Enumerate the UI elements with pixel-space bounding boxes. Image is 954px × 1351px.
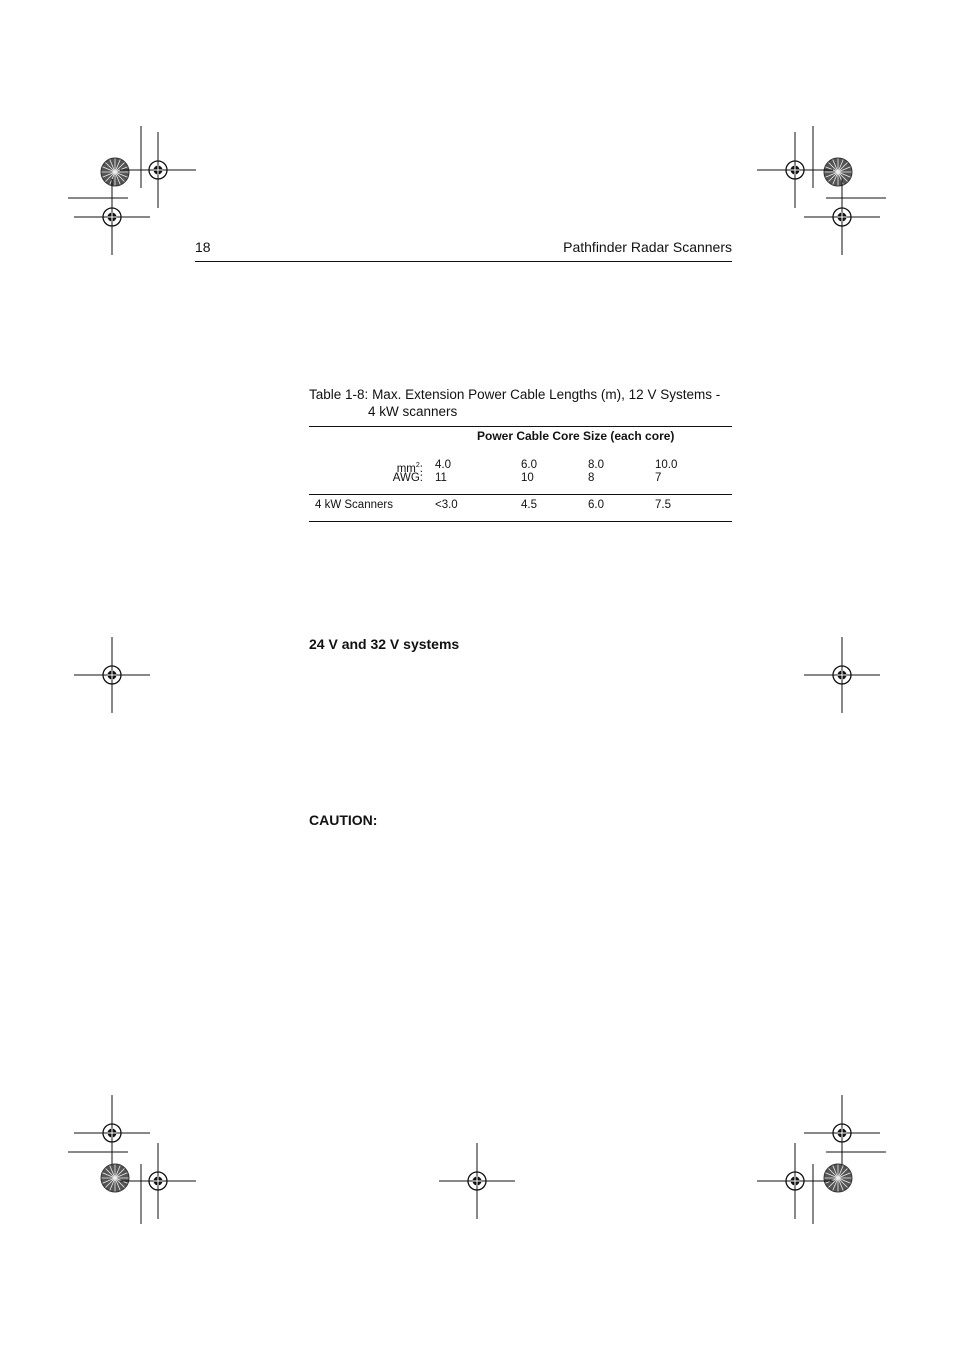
col-4-mm2: 10.0 xyxy=(655,459,678,471)
table-cell: <3.0 xyxy=(435,499,458,511)
col-3-mm2: 8.0 xyxy=(588,459,604,471)
running-header-title: Pathfinder Radar Scanners xyxy=(563,239,732,255)
table-caption-line2: 4 kW scanners xyxy=(368,404,458,419)
unit-label-awg: AWG: xyxy=(392,472,423,484)
registration-mark-icon xyxy=(439,1143,515,1219)
caution-label: CAUTION: xyxy=(309,812,378,828)
col-2-mm2: 6.0 xyxy=(521,459,537,471)
col-1-mm2: 4.0 xyxy=(435,459,451,471)
registration-mark-icon xyxy=(757,1143,833,1219)
table-row-label: 4 kW Scanners xyxy=(315,499,393,511)
col-1-awg: 11 xyxy=(435,472,447,484)
table-caption-prefix: Table 1-8: xyxy=(309,387,369,402)
table-caption-line1: Max. Extension Power Cable Lengths (m), 12 V Systems - xyxy=(372,387,721,402)
col-3-awg: 8 xyxy=(588,472,595,484)
color-bar-star-icon xyxy=(101,158,129,186)
registration-mark-icon xyxy=(120,132,196,208)
table-group-header: Power Cable Core Size (each core) xyxy=(477,429,675,443)
registration-mark-icon xyxy=(74,637,150,713)
registration-mark-icon xyxy=(74,179,150,255)
registration-mark-icon xyxy=(74,1095,150,1171)
color-bar-star-icon xyxy=(824,1164,852,1192)
registration-mark-icon xyxy=(804,1095,880,1171)
color-bar-star-icon xyxy=(101,1164,129,1192)
registration-mark-icon xyxy=(757,132,833,208)
color-bar-star-icon xyxy=(824,158,852,186)
registration-mark-icon xyxy=(804,179,880,255)
unit-label-mm2: $mm^2$: xyxy=(396,462,423,475)
section-heading: 24 V and 32 V systems xyxy=(309,636,460,652)
page-number: 18 xyxy=(195,239,211,255)
table-cell: 6.0 xyxy=(588,499,604,511)
registration-mark-icon xyxy=(120,1143,196,1219)
registration-mark-icon xyxy=(804,637,880,713)
table-cell: 7.5 xyxy=(655,499,671,511)
col-4-awg: 7 xyxy=(655,472,662,484)
col-2-awg: 10 xyxy=(521,472,534,484)
table-cell: 4.5 xyxy=(521,499,537,511)
